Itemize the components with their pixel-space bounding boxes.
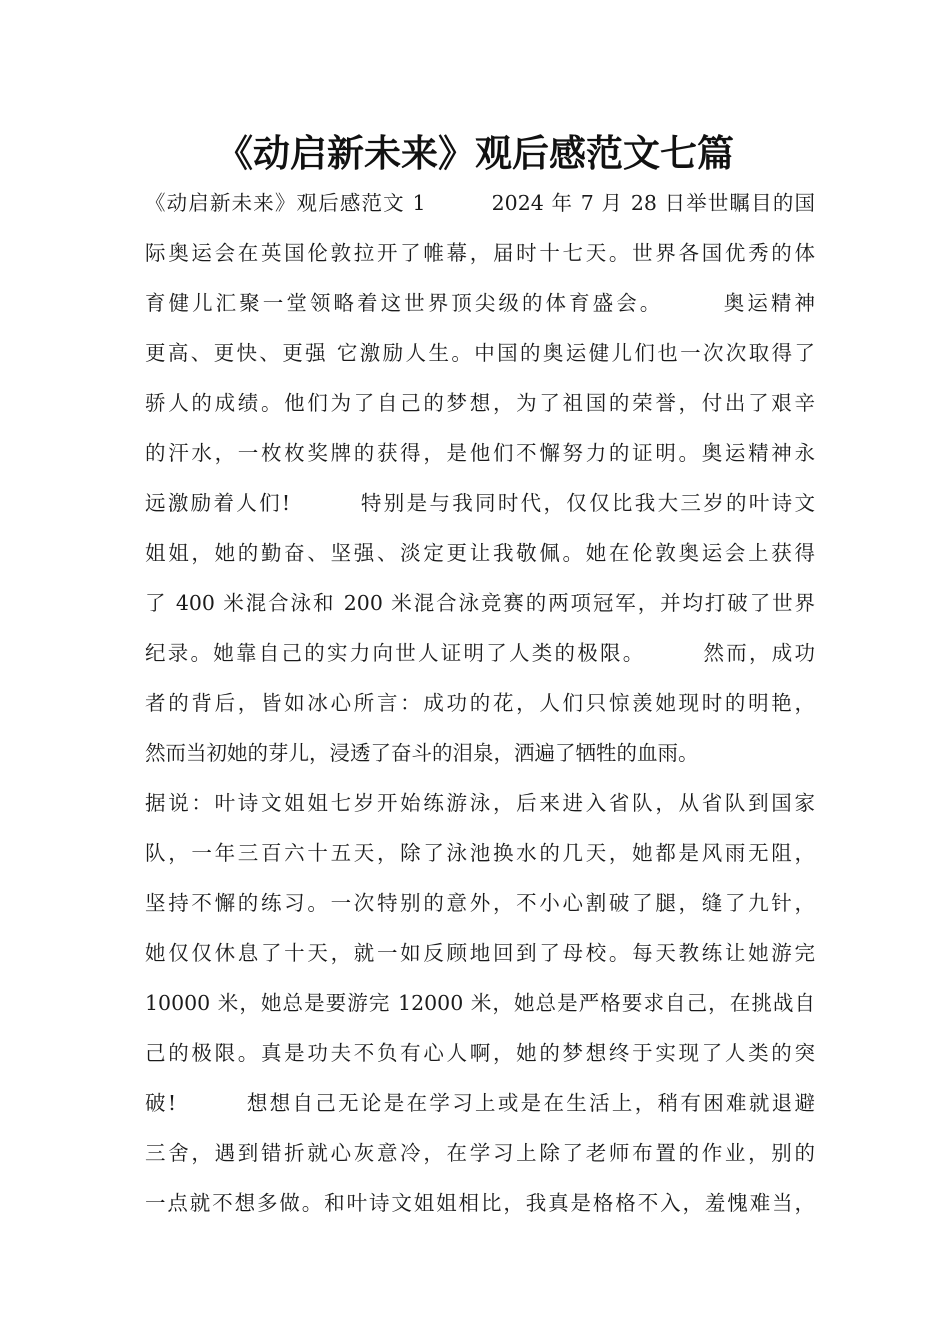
body-line-15: 坚持不懈的练习。一次特别的意外，不小心割破了腿，缝了九针， [145, 891, 815, 915]
body-line-3: 育健儿汇聚一堂领略着这世界顶尖级的体育盛会。 奥运精神 [145, 291, 815, 315]
body-line-11: 者的背后，皆如冰心所言：成功的花，人们只惊羡她现时的明艳， [145, 691, 815, 715]
body-line-2: 际奥运会在英国伦敦拉开了帷幕，届时十七天。世界各国优秀的体 [145, 241, 815, 265]
body-line-21: 一点就不想多做。和叶诗文姐姐相比，我真是格格不入，羞愧难当， [145, 1191, 815, 1215]
body-line-1: 《动启新未来》观后感范文 1 2024 年 7 月 28 日举世瞩目的国 [145, 191, 815, 215]
body-line-9: 了 400 米混合泳和 200 米混合泳竞赛的两项冠军，并均打破了世界 [145, 591, 815, 615]
body-line-12: 然而当初她的芽儿，浸透了奋斗的泪泉，洒遍了牺牲的血雨。 [145, 741, 699, 765]
body-line-7: 远激励着人们! 特别是与我同时代，仅仅比我大三岁的叶诗文 [145, 491, 815, 515]
document-title: 《动启新未来》观后感范文七篇 [216, 132, 734, 175]
body-line-8: 姐姐，她的勤奋、坚强、淡定更让我敬佩。她在伦敦奥运会上获得 [145, 541, 815, 565]
body-line-10: 纪录。她靠自己的实力向世人证明了人类的极限。 然而，成功 [145, 641, 815, 665]
body-line-18: 己的极限。真是功夫不负有心人啊，她的梦想终于实现了人类的突 [145, 1041, 815, 1065]
body-line-5: 骄人的成绩。他们为了自己的梦想，为了祖国的荣誉，付出了艰辛 [145, 391, 815, 415]
body-line-13: 据说：叶诗文姐姐七岁开始练游泳，后来进入省队，从省队到国家 [145, 791, 815, 815]
body-line-14: 队，一年三百六十五天，除了泳池换水的几天，她都是风雨无阻， [145, 841, 815, 865]
body-line-4: 更高、更快、更强 它激励人生。中国的奥运健儿们也一次次取得了 [145, 341, 815, 365]
body-line-20: 三舍，遇到错折就心灰意冷，在学习上除了老师布置的作业，别的 [145, 1141, 815, 1165]
body-line-19: 破! 想想自己无论是在学习上或是在生活上，稍有困难就退避 [145, 1091, 815, 1115]
document-body [145, 178, 815, 1228]
body-line-17: 10000 米，她总是要游完 12000 米，她总是严格要求自己，在挑战自 [145, 991, 815, 1015]
body-line-16: 她仅仅休息了十天，就一如反顾地回到了母校。每天教练让她游完 [145, 941, 815, 965]
body-line-6: 的汗水，一枚枚奖牌的获得，是他们不懈努力的证明。奥运精神永 [145, 441, 815, 465]
